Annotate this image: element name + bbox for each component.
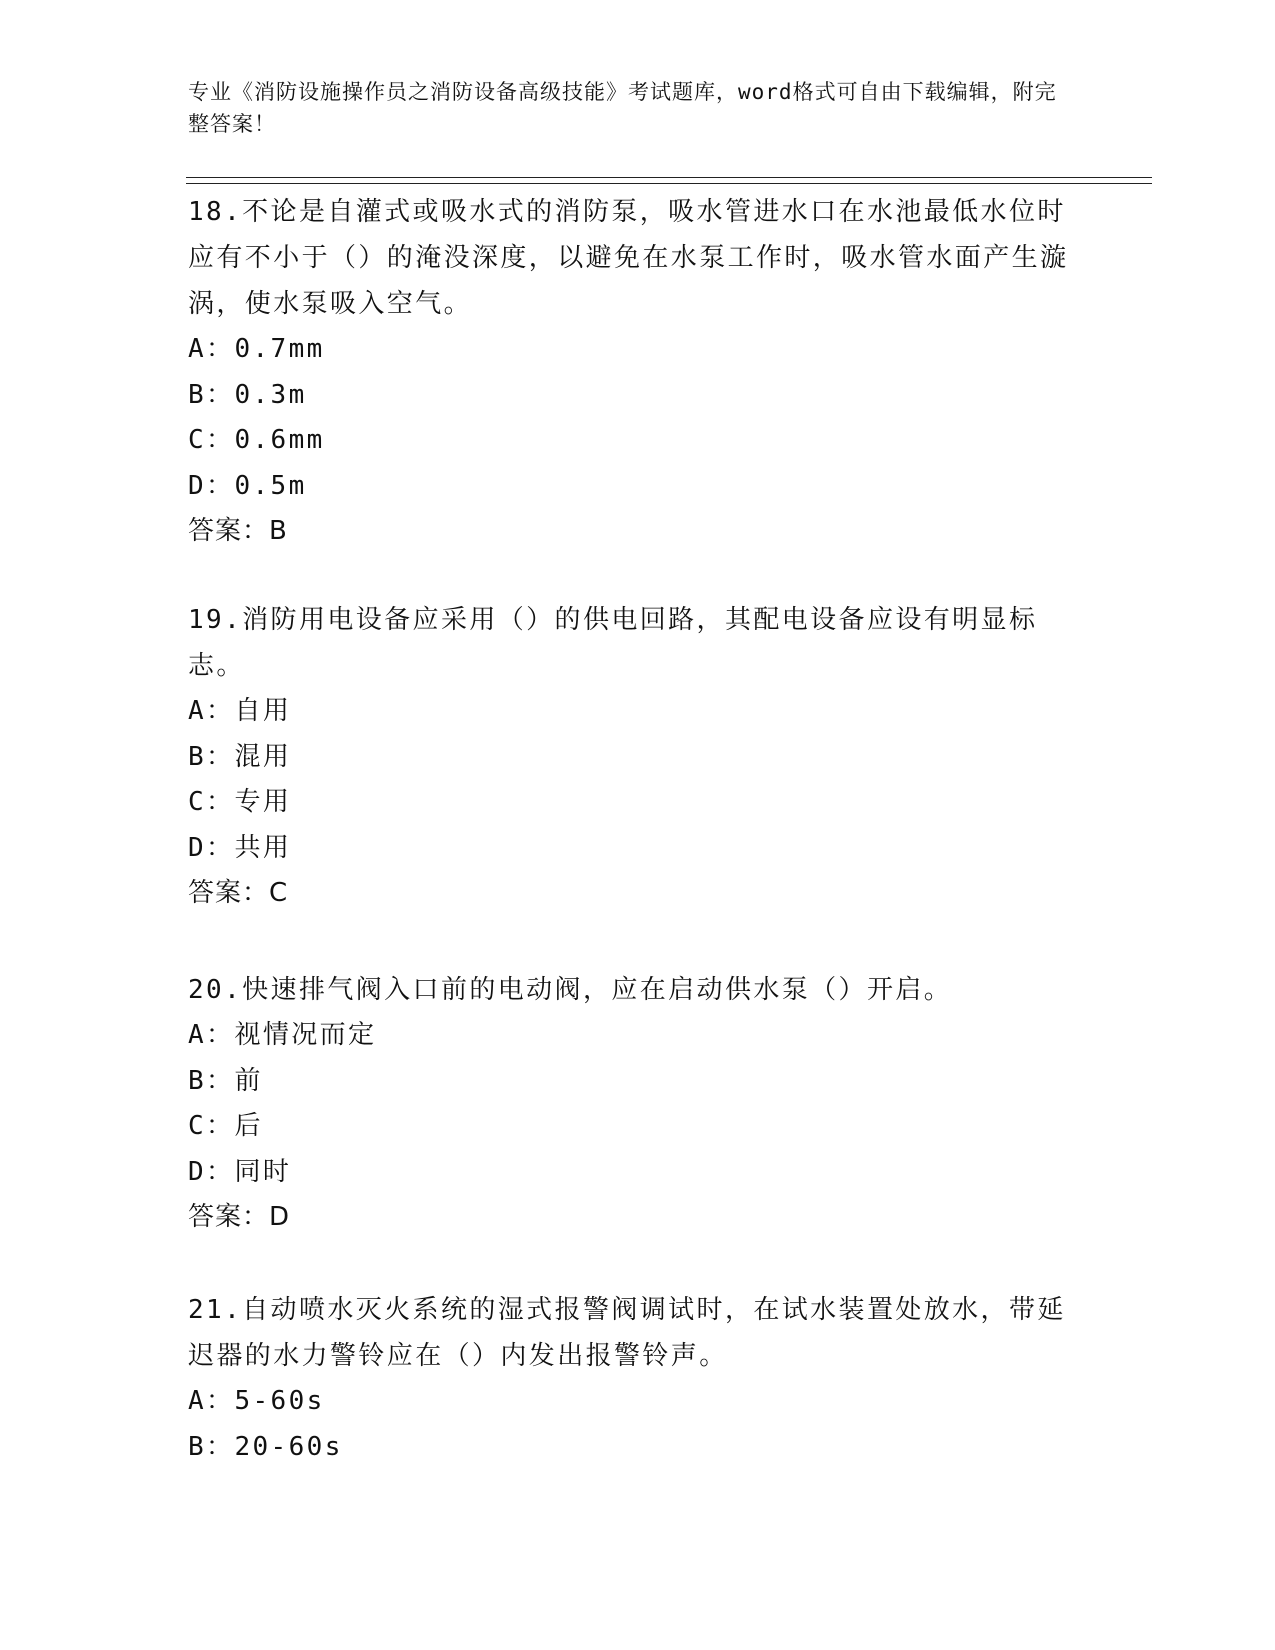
option-a: A：0.7mm	[188, 334, 325, 364]
option-a: A：自用	[188, 696, 292, 726]
question-21	[188, 1287, 1088, 1470]
answer-line: 答案：B	[188, 516, 288, 546]
question-18	[188, 189, 1088, 554]
question-stem: 20.快速排气阀入口前的电动阀，应在启动供水泵（）开启。	[188, 975, 953, 1005]
option-c: C：后	[188, 1111, 263, 1141]
option-a: A：视情况而定	[188, 1020, 377, 1050]
answer-line: 答案：C	[188, 878, 289, 908]
option-b: B：混用	[188, 741, 292, 772]
question-stem: 19.消防用电设备应采用（）的供电回路，其配电设备应设有明显标志。	[188, 605, 1038, 681]
option-b: B：20-60s	[188, 1431, 343, 1462]
option-b: B：前	[188, 1065, 263, 1096]
question-20	[188, 967, 1088, 1240]
option-c: C：专用	[188, 787, 292, 817]
document-header	[188, 76, 1068, 140]
question-stem: 18.不论是自灌式或吸水式的消防泵，吸水管进水口在水池最低水位时应有不小于（）的淹没深度，以避免在水泵工作时，吸水管水面产生漩涡，使水泵吸入空气。	[188, 197, 1069, 319]
header-divider-top	[186, 177, 1152, 178]
option-d: D：共用	[188, 832, 292, 863]
answer-line: 答案：D	[188, 1202, 291, 1232]
option-d: D：同时	[188, 1156, 292, 1187]
option-c: C：0.6mm	[188, 425, 325, 455]
header-intro-text: 专业《消防设施操作员之消防设备高级技能》考试题库，word格式可自由下载编辑，附完整答案！	[188, 80, 1057, 136]
header-divider-bottom	[186, 183, 1152, 184]
option-d: D：0.5m	[188, 470, 307, 501]
question-19	[188, 597, 1088, 916]
option-b: B：0.3m	[188, 379, 307, 410]
question-stem: 21.自动喷水灭火系统的湿式报警阀调试时，在试水装置处放水，带延迟器的水力警铃应在（）内发出报警铃声。	[188, 1295, 1066, 1371]
option-a: A：5-60s	[188, 1386, 325, 1416]
